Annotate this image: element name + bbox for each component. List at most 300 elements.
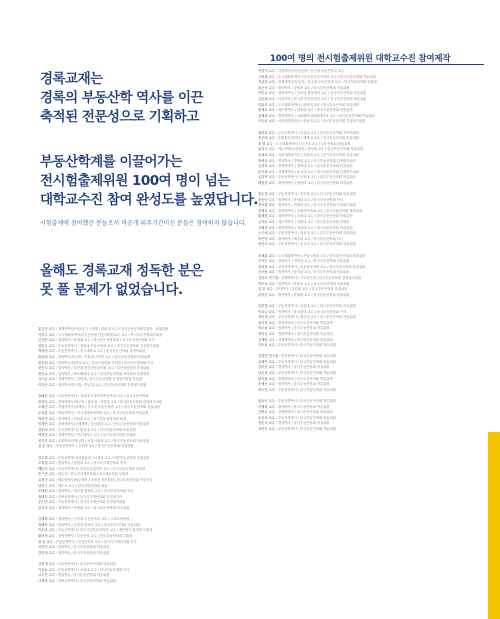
faculty-credentials: 경제학박사 / 국제사이버대 교수 / 한국부동산학회 학술위원: [277, 208, 363, 213]
headline-line: 대학교수진 참여 완성도를 높였답니다.: [40, 192, 258, 208]
headline-line: 경록교재는: [40, 71, 103, 87]
faculty-name: 구희원 교수: [258, 74, 275, 79]
faculty-name: 강예슬 교수: [258, 208, 275, 213]
faculty-entry: 이민규 교수 : 경영학박사 / 부산대 경영대학 교수 / 한국부동산학회 학술위원: [258, 91, 367, 96]
faculty-entry: 백경민 교수 : 경제학박사 / 전주대학교 교수 / 한국부동산학회 부회장: [38, 433, 136, 438]
headline-line: 축적된 전문성으로 기획하고: [40, 109, 199, 125]
faculty-name: 배성현 교수: [258, 180, 275, 185]
faculty-name: 김대호 교수: [258, 152, 275, 157]
faculty-name: 김영빈 연구원: [258, 354, 279, 359]
faculty-credentials: 법학박사 / 목포해양대 교수 / 한국부동산학회 지역학회 부회장장: [57, 371, 150, 376]
faculty-entry: 이소라 교수 : 부동산학박사 / 중소기업부동산학과 교수 / 재단법인 감정원 부원장: [38, 528, 153, 533]
faculty-credentials: 도시계획학박사/부동산학원 전문대학원교수 교수 / 한국부동산학회부회장: [57, 332, 163, 337]
faculty-credentials: 부동산학박사 / 한국지식재산학회 감정평가위원: [57, 500, 126, 505]
faculty-name: 정혜준 교수: [38, 394, 55, 399]
faculty-credentials: 부동산학박사 / 전주대 교수 / 한국부동산학회 학술위원: [277, 192, 356, 197]
faculty-entry: 나세영 교수 : 건축공학박사 / 한국부동산학회 학술위원: [38, 578, 116, 583]
faculty-name: 백경민 교수: [38, 433, 55, 438]
faculty-name: 김정호 교수: [258, 164, 275, 169]
faculty-entry: 문지원 교수 : 경제학박사 / 동국대 교수 / 한국부동산학회 감정평가위원: [258, 169, 359, 174]
faculty-credentials: 법학박사 / 한림대 교수 / 한국부동산법학회 / 한국지식재산학회 이사: [57, 338, 155, 343]
faculty-entry: 장민석 교수 : 법학박사 / 한국부동산학회 학술위원: [258, 421, 330, 426]
faculty-credentials: 도시계획학박사 / 부산대 교수 / 부동산학회 편집위원: [275, 141, 351, 146]
faculty-name: 신보람 교수: [258, 270, 275, 275]
faculty-credentials: 부동산학박사 / 한국부동산학회 학술위원: [277, 371, 336, 376]
faculty-entry: 심현재 교수 : 부동산학박사 / 한국부동산학회 학술위원: [38, 561, 116, 566]
faculty-name: 심현재 교수: [38, 561, 55, 566]
faculty-entry: 김주희 교수 : 부동산학박사/건설관리 / 서경대 교수 / 대한부동산학회 학술위원: [38, 455, 150, 460]
faculty-entry: 홍동민 교수 : 부동산학박사 / 한국부동산학회 학술위원: [258, 399, 336, 404]
faculty-entry: 이채원 교수 : 법학박사 / 한국부동산학회 학술위원: [258, 404, 330, 409]
faculty-credentials: 법학박사 / 한림대 교수 / 한국부동산학회 학술위원: [277, 292, 350, 297]
faculty-name: 최윤희 교수: [38, 354, 55, 359]
faculty-credentials: 건설공학박사 / 건설공학과 교수 / 한국지식재산학회 이사: [55, 539, 137, 544]
faculty-entry: 고우진 교수 : 법학박사 / 한국부동산학회 학술위원: [38, 573, 110, 578]
faculty-name: 이하은 교수: [38, 382, 55, 387]
faculty-name: 조윤서 교수: [258, 415, 275, 420]
faculty-name: 유지영 교수: [258, 175, 275, 180]
faculty-name: 전동민 교수: [258, 197, 275, 202]
faculty-entry: 박세나 교수 : 법학박사 / 경북대 교수 / 한국부동산학회 감정평가위원: [258, 158, 356, 163]
faculty-credentials: 경제학박사 / 강원대 / 한국부동산학회 감정평가위원 부회장: [57, 377, 143, 382]
faculty-name: 홍동민 교수: [258, 399, 275, 404]
faculty-entry: 조예린 교수 : 법학박사 / 대진대 법학과 교수 / 한국부동산학회 이사: [38, 489, 134, 494]
headline-faculty: [40, 153, 258, 210]
faculty-credentials: 부동산학박사 / 한국부동산학회 학술위원: [277, 427, 336, 431]
faculty-entry: 홍성민 교수 : 세무학박사/경영학 / 경성대 교수 / 한국부동산학회 학술위원: [258, 147, 364, 152]
faculty-credentials: 경영학박사 / 한국부동산학회 학술위원: [277, 320, 333, 325]
faculty-credentials: 세무학박사 / 서원대 교수 / 한국부동산학회 부회장: [277, 220, 350, 225]
faculty-name: 정상철 교수: [258, 80, 275, 85]
faculty-name: 조재훈 교수: [258, 253, 275, 258]
faculty-credentials: 세무학박사/세무경영 / 국세청 전문위원 / 한국부동산학회 학술이사: [57, 478, 153, 483]
faculty-name: 신지호 교수: [38, 438, 55, 443]
faculty-name: 박세나 교수: [258, 158, 275, 163]
faculty-credentials: 건축공학박사 / 한국지식재산학회 감정평가사: [57, 494, 123, 499]
faculty-credentials: 행정학박사 / 영남대 교수 / 한국부동산학회 학술위원: [277, 180, 353, 185]
faculty-credentials: 세무사 / 한국지식재산학회 / 한국세무학회 부회장: [57, 472, 129, 477]
faculty-credentials: 행정학박사 / 경성대 교수 / 한국부동산학회 학술위원: [277, 225, 353, 230]
faculty-name: 편지원 교수: [258, 376, 275, 381]
faculty-entry: 장인교 교수 : 법학박사 / 목포해양대 교수 / 한국부동산학회 지역학회 부회장장: [38, 371, 150, 376]
faculty-name: 김하준 교수: [258, 365, 275, 370]
faculty-name: 강동희 교수: [38, 427, 55, 432]
faculty-name: 김민호 연구원: [258, 275, 279, 280]
faculty-name: 오영철 교수: [38, 461, 55, 466]
faculty-name: 하도현 교수: [258, 387, 275, 392]
faculty-credentials: 부동산학박사 / 중소기업부동산학과 교수 / 재단법인 감정원 부원장: [57, 528, 153, 533]
faculty-name: 엄지현 교수: [258, 320, 275, 325]
headline-line: 부동산학계를 이끌어가는: [40, 154, 183, 170]
faculty-credentials: 법학박사 / 한국부동산학회 학술위원: [277, 421, 330, 426]
faculty-name: 박서연 교수: [38, 416, 55, 421]
faculty-name: 배민지 교수: [38, 466, 55, 471]
faculty-credentials: 학술학박사/부동산학 / 용인대 부동산학과 교수: [277, 69, 345, 73]
faculty-name: 석도윤 교수: [258, 326, 275, 331]
faculty-credentials: 법학박사 / 경북대 교수 / 한국부동산학회 학술위원: [277, 259, 350, 264]
faculty-credentials: 법학박사 / 한국외대 교수 / 한국부동산학회 이사: [277, 309, 347, 314]
faculty-name: 금태양 교수: [258, 337, 275, 342]
faculty-entry: 엄지현 교수 : 경영학박사 / 한국부동산학회 학술위원: [258, 320, 333, 325]
faculty-credentials: 법학박사 / 강원대 교수 / 한국부동산학회 학술위원: [277, 85, 350, 90]
faculty-name: 임 건 교수: [258, 287, 273, 292]
faculty-entry: 신지호 교수 : 공학박사/건축공학 / 서울시립대 교수 / 한국부동산학회 학술위원: [38, 438, 150, 443]
faculty-name: 이민규 교수: [258, 91, 275, 96]
faculty-name: 한효진 교수: [258, 102, 275, 107]
faculty-entry: 유정민 교수 : 세무학박사/세무경영 / 국세청 전문위원 / 한국부동산학회 학술이사: [38, 478, 153, 483]
faculty-entry: 석도윤 교수 : 법학박사 / 한국부동산학회 학술위원: [258, 326, 330, 331]
faculty-credentials: 부동산학박사 / 한국부동산학회 학술위원: [277, 343, 336, 348]
faculty-entry: 정상철 교수 : 경제학박사/부동산 / 건국대 부동산학과 교수 / 한국부동산학회 학회장: [258, 80, 377, 85]
faculty-name: 송기현 교수: [38, 472, 55, 477]
headline-closing: [40, 262, 203, 300]
faculty-entry: 이가은 교수 : 법학박사 / 경북대 교수 / 한국부동산학회 학술위원: [258, 259, 350, 264]
faculty-name: 오태현 교수: [258, 225, 275, 230]
faculty-credentials: 법학박사 / 한국부동산학회 학술위원: [57, 545, 110, 550]
faculty-name: 김혜원 교수: [258, 113, 275, 118]
faculty-credentials: 부동산학박사 / 한국부동산학회 학술위원: [277, 399, 336, 404]
faculty-name: 최성현 교수: [258, 264, 275, 269]
headline-line: 올해도 경록교재 정독한 분은: [40, 263, 204, 279]
faculty-entry: 김상헌 교수 : 법학박사 / 한림대 교수 / 한국부동산법학회 / 한국지식재산학회 이사: [38, 338, 155, 343]
faculty-entry: 하도현 교수 : 부동산학박사 / 한국부동산학회 학술위원: [258, 387, 336, 392]
faculty-entry: 한효진 교수 : 도시계획학박사 / 한양대 교수 / 한국부동산학회 학술위원: [258, 102, 359, 107]
faculty-entry: 김태희 교수 : 법학박사 / 건국대 부동산학과 교수 / 스포츠대학원: [38, 517, 130, 522]
faculty-entry: 배민지 교수 : 부동산학박사 / 부동산산업학과 교수 / 한국부동산학회 부회장: [38, 466, 146, 471]
faculty-entry: 박준서 교수 : 법학박사 / 목원대 교수 / 한국부동산학회 학술위원: [258, 281, 350, 286]
faculty-credentials: 부동산학박사 / 청주대 교수 / 한국부동산학회 학술위원: [277, 315, 356, 320]
faculty-name: 최재우 교수: [258, 108, 275, 113]
faculty-credentials: 경영학박사/국제경영 / 순천향대 교수 / 한국부동산학회 학술위원: [57, 422, 150, 427]
header-divider: [258, 64, 484, 65]
faculty-name: 주하늘 교수: [258, 220, 275, 225]
faculty-entry: 송유나 교수 : 법학박사 / 한국외대 교수 / 한국부동산학회 이사: [258, 309, 347, 314]
faculty-credentials: 부동산학박사 / 인천대 교수 / 한국부동산학회 학술위원: [277, 175, 356, 180]
faculty-name: 문수빈 교수: [38, 500, 55, 505]
faculty-entry: 한 준 교수 : 부동산학박사 / 김천대 교수 / 한국부동산학회 학술위원: [38, 444, 134, 449]
faculty-entry: 김도윤 교수 : 경제학박사 / 강원대 / 한국부동산학회 감정평가위원 부회장: [38, 377, 143, 382]
faculty-credentials: 부동산학박사 / 서울대 교수 / 한국부동산학회 이사: [57, 567, 130, 572]
faculty-entry: 금태양 교수 : 경제학박사 / 한국부동산학회 학술위원: [258, 337, 333, 342]
faculty-name: 한 준 교수: [38, 444, 53, 449]
faculty-credentials: 부동산학박사 / 서울대 교수 / 한국부동산학회 지역학회장: [277, 130, 359, 135]
faculty-name: 손예준 교수: [258, 382, 275, 387]
faculty-name: 노은채 교수: [258, 231, 275, 236]
faculty-entry: 강현우 교수 : 경제학박사 / 한국부동산학회 학술위원: [258, 410, 333, 415]
faculty-name: 임재현 교수: [38, 422, 55, 427]
faculty-entry: 조민지 교수 : 법학박사 / 부산대 법학전문대학원 교수 / 부산지방법원 조정위원: [38, 366, 150, 371]
faculty-name: 조민지 교수: [38, 366, 55, 371]
faculty-credentials: 경제학박사/경제학 / 건국대 부동산학과 교수 / 한국부동산학회 학술위원: [57, 405, 160, 410]
faculty-entry: 홍길산 교수 : 경제학박사/서울대 가시경제 / 한림대 교수 / 한국부동산학회부회장 · 편집위원: [38, 327, 169, 331]
faculty-name: 고우진 교수: [38, 573, 55, 578]
faculty-list-left: [38, 327, 246, 584]
faculty-name: 최 별 교수: [258, 141, 273, 146]
faculty-credentials: 부동산학박사 / 부동산산업학과 교수 / 한국부동산학회 부회장: [57, 466, 146, 471]
faculty-entry: 남현우 교수 : 세무사 교수 / 한국지방세학회 회장: [38, 483, 108, 488]
faculty-credentials: 법학박사 / 강원대 교수 / 한국부동산학회 학술위원: [275, 287, 348, 292]
faculty-credentials: 세무학박사 / 한양대 교수 / 한국부동산학회 학술위원: [277, 108, 353, 113]
faculty-credentials: 법학박사 / 한국부동산학회 학술위원: [57, 550, 110, 555]
faculty-credentials: 법학박사 / 동의대 교수 / 한국부동산학회 학술위원: [277, 270, 350, 275]
faculty-entry: 황재원 교수 : 경영학박사 / 호원대 교수 / 한국부동산학회 학술위원: [258, 214, 353, 219]
faculty-list-title: 100여 명의 전시험출제위원 대학교수진 참여제작: [270, 54, 451, 64]
faculty-name: 권영호 교수: [258, 130, 275, 135]
faculty-entry: 오태현 교수 : 행정학박사 / 경성대 교수 / 한국부동산학회 학술위원: [258, 225, 353, 230]
faculty-credentials: 경제학박사 / 한국부동산학회 학술위원: [277, 337, 333, 342]
faculty-name: 이지수 교수: [38, 332, 55, 337]
faculty-name: 홍성민 교수: [258, 147, 275, 152]
faculty-name: 류지석 교수: [38, 506, 55, 510]
faculty-entry: 정수정 교수 : 부동산학박사 / 전주대 교수 / 한국부동산학회 학술위원: [258, 192, 356, 197]
faculty-name: 이상윤 교수: [38, 567, 55, 572]
faculty-entry: 남궁솔 교수 : 부동산학박사 / 한국부동산학회 학술위원: [258, 371, 336, 376]
faculty-credentials: 서울대법학전공 / 충남대 교수 / 한국부동산학회 감정평가위원: [277, 119, 366, 124]
faculty-entry: 차민혁 교수 : 부동산학박사 / 청주대 교수 / 한국부동산학회 학술위원: [258, 315, 356, 320]
faculty-entry: 임 건 교수 : 법학박사 / 강원대 교수 / 한국부동산학회 학술위원: [258, 287, 348, 292]
faculty-credentials: 경제학박사 / 전주대학교 교수 / 한국부동산학회 부회장: [57, 433, 136, 438]
faculty-credentials: 법학박사 / 부산대 법학전문대학원 교수 / 부산지방법원 조정위원: [57, 366, 150, 371]
faculty-credentials: 법학박사 / 한국부동산학회 학술위원: [57, 573, 110, 578]
faculty-credentials: 법학박사 / 한국부동산학회 학술위원: [277, 326, 330, 331]
faculty-credentials: 경제학박사 / 경북대 교수 / 한국부동산학회 학술위원: [277, 164, 353, 169]
faculty-entry: 최재우 교수 : 세무학박사 / 한양대 교수 / 한국부동산학회 학술위원: [258, 108, 353, 113]
faculty-credentials: 법학박사 / 제주대 교수 / 한국부동산학회 이사: [277, 236, 343, 241]
faculty-credentials: 경제학박사 / 동국대 교수 / 한국부동산학회 감정평가위원: [277, 169, 359, 174]
faculty-entry: 서하은 교수 : 부동산학박사 / 한국부동산학회 학술위원: [258, 427, 336, 431]
faculty-name: 김한빛 교수: [258, 303, 275, 308]
faculty-entry: 조윤서 교수 : 부동산학박사 / 한국부동산학회 학술위원: [258, 415, 336, 420]
faculty-name: 변지훈 교수: [258, 203, 275, 208]
faculty-name: 차민혁 교수: [258, 315, 275, 320]
caption-note: 시험출제에 참여했던 분들로서 비공개 위주기간이신 분들은 참여하지 않습니다.: [40, 220, 247, 227]
faculty-entry: 정민우 교수 : 부동산학박사 / 강남대 부동산학과 교수 / 한국부동산학회 감정평가위원: [38, 343, 159, 348]
faculty-entry: 윤준석 교수 : 법학박사 / 강원대 교수 / 한국부동산학회 학술위원: [258, 85, 350, 90]
faculty-entry: 권태호 교수 : 건축공학박사 / 한국지식재산학회 감정평가사: [38, 494, 123, 499]
faculty-name: 이가은 교수: [258, 259, 275, 264]
faculty-entry: 정혜준 교수 : 부동산학박사 / 강남대 부동산건축공학과 교수 / 한국부동산학회: [38, 394, 149, 399]
faculty-name: 이승윤 교수: [258, 119, 275, 124]
faculty-credentials: 법학박사 / 한국부동산학회 학술위원: [277, 404, 330, 409]
faculty-entry: 김한빛 교수 : 부동산학박사 / 서울대 교수 / 한국부동산학회 학술위원: [258, 303, 356, 308]
faculty-credentials: 법학박사 / 순천대 법학과 교수 / 한국부동산학회 학술위원: [57, 522, 140, 527]
faculty-credentials: 경제학박사 / 한국부동산학회 학술위원: [277, 376, 333, 381]
headline-line: 경록의 부동산학 역사를 이끈: [40, 90, 204, 106]
faculty-credentials: 법학박사 / 목원대 교수 / 한국부동산학회 학술위원: [277, 281, 350, 286]
faculty-name: 유정민 교수: [38, 478, 55, 483]
faculty-credentials: 부동산학박사 / 광운대 교수 / 한국부동산학회 학술위원: [277, 231, 356, 236]
faculty-entry: 신보람 교수 : 법학박사 / 동의대 교수 / 한국부동산학회 학술위원: [258, 270, 350, 275]
faculty-credentials: 경영학박사 / 부동산학 교수 / 한국부동산학회 부회장: [57, 533, 133, 538]
faculty-entry: 곽민서 교수 : 부동산학박사 / 전주대 교수 / 한국부동산학회 학술위원: [258, 242, 356, 247]
faculty-name: 윤성훈 교수: [38, 410, 55, 415]
faculty-name: 이채원 교수: [258, 404, 275, 409]
faculty-credentials: 법학박사 / 창원대 교수 / 한국지식재산학회 이사: [57, 461, 127, 466]
faculty-entry: 진소율 교수 : 부동산학박사 / 한국부동산학회 학술위원: [258, 343, 336, 348]
faculty-credentials: 법학박사 / 대진대 법학과 교수 / 한국부동산학회 이사: [57, 489, 134, 494]
faculty-credentials: 서울대법학전공 / 서울대 교수 / 한국부동산학회 학술위원: [277, 152, 359, 157]
faculty-credentials: 공학박사/건축공학 / 서울시립대 교수 / 한국부동산학회 학술위원: [57, 438, 150, 443]
faculty-entry: 최성현 교수 : 부동산학박사 / 서울사이버대 교수 / 한국부동산학회 학술위원: [258, 264, 366, 269]
faculty-entry: 김정호 교수 : 경제학박사 / 경북대 교수 / 한국부동산학회 학술위원: [258, 164, 353, 169]
faculty-entry: 유지영 교수 : 부동산학박사 / 인천대 교수 / 한국부동산학회 학술위원: [258, 175, 356, 180]
faculty-credentials: 학술박사 / 단국대 부동산학과 교수 / 한국부동산학회 학술위원: [277, 96, 367, 101]
faculty-entry: 양서윤 교수 : 행정학박사 / 한국부동산학회 학술위원: [258, 331, 333, 336]
faculty-credentials: 경영학박사 / 부산대 경영대학 교수 / 한국부동산학회 학술위원: [277, 91, 367, 96]
faculty-name: 이정석 교수: [258, 69, 275, 73]
faculty-name: 장인교 교수: [38, 371, 55, 376]
faculty-credentials: 경제학박사/부동산 / 건국대 부동산학과 교수 / 한국부동산학회 학회장: [277, 80, 377, 85]
headline-line: 못 풀 문제가 없었습니다.: [40, 282, 183, 298]
faculty-entry: 편지원 교수 : 경제학박사 / 한국부동산학회 학술위원: [258, 376, 333, 381]
faculty-entry: 유태민 교수 : 부동산학박사 / 한국부동산학회 학술위원: [258, 359, 336, 364]
faculty-entry: 오영철 교수 : 법학박사 / 창원대 교수 / 한국지식재산학회 이사: [38, 461, 127, 466]
faculty-credentials: 부동산학박사 / 한국부동산학회 학술위원: [277, 359, 336, 364]
faculty-name: 한승철 교수: [38, 360, 55, 365]
faculty-credentials: 법학박사 / 한국부동산학회 학술위원: [277, 382, 330, 387]
faculty-name: 문지원 교수: [258, 169, 275, 174]
faculty-credentials: 부동산학박사 / 서울사이버대 교수 / 한국부동산학회 학술위원: [277, 264, 366, 269]
faculty-entry: 배성현 교수 : 행정학박사 / 영남대 교수 / 한국부동산학회 학술위원: [258, 180, 353, 185]
faculty-entry: 전동민 교수 : 법학박사 / 한양대 교수 / 한국부동산학회 이사: [258, 197, 343, 202]
faculty-entry: 장은비 교수 : 통합불사업학부 / 계명대 교수 / 한국부동산학회 학술위원: [258, 136, 359, 141]
faculty-credentials: 법학박사 / 전남대 교수 / 한국부동산법학회 회장: [57, 416, 127, 421]
faculty-credentials: 세무사 교수 / 한국지방세학회 회장: [57, 483, 108, 488]
faculty-entry: 오세민 교수 : 경제학박사/경제학 / 건국대 부동산학과 교수 / 한국부동산학회 학술위원: [38, 405, 160, 410]
faculty-entry: 노은채 교수 : 부동산학박사 / 광운대 교수 / 한국부동산학회 학술위원: [258, 231, 356, 236]
faculty-credentials: 행정학박사 / 건국대행정대학원 교수 / 한국부동산학회 학술위원: [57, 410, 149, 415]
faculty-credentials: 법학박사/한국법 / 전남대 교수 / 한국부동산학회 감정평가위원: [57, 382, 147, 387]
faculty-credentials: 도시계획학박사 / 단국대 부동산학과 교수 / 한국부동산학회 학술위원: [277, 74, 376, 79]
faculty-entry: 이정석 교수 : 학술학박사/부동산학 / 용인대 부동산학과 교수: [258, 69, 345, 73]
faculty-name: 강현우 교수: [258, 410, 275, 415]
faculty-credentials: 경영학박사/세무학 / 광운대 · 상경대 교수 / 한국부동산학회 감정평가위원: [57, 399, 162, 404]
faculty-entry: 변지훈 교수 : 법학박사 / 세명대 교수 / 한국부동산학회 감정평가위원: [258, 203, 356, 208]
faculty-name: 윤하린 교수: [258, 292, 275, 297]
faculty-name: 윤준석 교수: [258, 85, 275, 90]
faculty-entry: 최 별 교수 : 도시계획학박사 / 부산대 교수 / 부동산학회 편집위원: [258, 141, 351, 146]
faculty-entry: 윤성훈 교수 : 행정학박사 / 건국대행정대학원 교수 / 한국부동산학회 학술위원: [38, 410, 149, 415]
faculty-name: 유선혜 교수: [258, 96, 275, 101]
faculty-entry: 서지민 교수 : 법학박사 / 한국부동산학회 학술위원: [38, 545, 110, 550]
faculty-name: 서지민 교수: [38, 545, 55, 550]
faculty-entry: 임재현 교수 : 경영학박사/국제경영 / 순천향대 교수 / 한국부동산학회 학술위원: [38, 422, 150, 427]
faculty-entry: 최윤희 교수 : 법학박사/한국법 / 목원대 지역학 교수 / 한국부동산학회 학술위원: [38, 354, 151, 359]
faculty-credentials: 부동산학박사 / 강남대 부동산학과 교수 / 한국부동산학회 감정평가위원: [57, 343, 159, 348]
faculty-entry: 정 윤 교수 : 건설공학박사 / 건설공학과 교수 / 한국지식재산학회 이사: [38, 539, 137, 544]
faculty-entry: 류지석 교수 : 법학박사 / 목원대 교수 / 한국부동산학회 학술위원: [38, 506, 130, 510]
faculty-credentials: 도시계획학박사 / 서울시립대 교수 / 한국부동산학회 학술위원: [277, 253, 366, 258]
faculty-name: 김주희 교수: [38, 455, 55, 460]
faculty-credentials: 세무학박사/경영학 / 경성대 교수 / 한국부동산학회 학술위원: [277, 147, 364, 152]
faculty-entry: 문수빈 교수 : 부동산학박사 / 한국지식재산학회 감정평가위원: [38, 500, 126, 505]
faculty-credentials: 법학박사 / 목원대 교수 / 한국부동산학회 학술위원: [57, 506, 130, 510]
faculty-credentials: 경영학박사 / 한국부동산학회 학술위원: [281, 354, 336, 359]
faculty-name: 진소율 교수: [258, 343, 275, 348]
faculty-name: 송유나 교수: [258, 309, 275, 314]
faculty-entry: 김하준 교수 : 법학박사 / 한국부동산학회 학술위원: [258, 365, 330, 370]
faculty-entry: 최정일 교수 : 경영학박사/세무학 / 광운대 · 상경대 교수 / 한국부동산학회 감정평가위원: [38, 399, 162, 404]
faculty-credentials: 행정학박사 / 한국부동산학회 학술위원: [277, 331, 333, 336]
faculty-entry: 조재훈 교수 : 도시계획학박사 / 서울시립대 교수 / 한국부동산학회 학술위원: [258, 253, 366, 258]
faculty-name: 김도윤 교수: [38, 377, 55, 382]
faculty-entry: 권영호 교수 : 부동산학박사 / 서울대 교수 / 한국부동산학회 지역학회장: [258, 130, 359, 135]
faculty-credentials: 부동산학박사 / 한국부동산학회 학술위원: [277, 387, 336, 392]
faculty-credentials: 법학박사 / 경북대 교수 / 한국부동산학회 감정평가위원: [277, 158, 356, 163]
faculty-name: 황보석 교수: [38, 533, 55, 538]
faculty-name: 김민재 교수: [38, 550, 55, 555]
faculty-entry: 이승윤 교수 : 서울대법학전공 / 충남대 교수 / 한국부동산학회 감정평가위원: [258, 119, 366, 124]
faculty-entry: 주하늘 교수 : 세무학박사 / 서원대 교수 / 한국부동산학회 부회장: [258, 220, 350, 225]
faculty-entry: 유선혜 교수 : 학술박사 / 단국대 부동산학과 교수 / 한국부동산학회 학술위원: [258, 96, 367, 101]
faculty-name: 서하은 교수: [258, 427, 275, 431]
faculty-credentials: 부동산학박사/건설관리 / 서경대 교수 / 대한부동산학회 학술위원: [57, 455, 150, 460]
faculty-credentials: 경제학박사 / 한국부동산학회 학술위원: [277, 410, 333, 415]
faculty-entry: 김혜원 교수 : 행정학박사 / 서울벤처대학원대학교 교수 / 한국부동산학회 학술위원: [258, 113, 375, 118]
faculty-entry: 손예준 교수 : 법학박사 / 한국부동산학회 학술위원: [258, 382, 330, 387]
faculty-credentials: 부동산학박사 / 김천대 교수 / 한국부동산학회 학술위원: [55, 444, 134, 449]
faculty-name: 오세민 교수: [38, 405, 55, 410]
yellow-accent-bar: [488, 432, 500, 619]
faculty-name: 정민우 교수: [38, 343, 55, 348]
faculty-credentials: 법학박사 / 한양대 교수 / 한국부동산학회 이사: [277, 197, 343, 202]
faculty-credentials: 경영학박사 / 호원대 교수 / 한국부동산학회 학술위원: [277, 214, 353, 219]
faculty-credentials: 법학박사 / 한국부동산학회 학술위원: [277, 365, 330, 370]
faculty-credentials: 법학박사/한국법 / 목원대 지역학 교수 / 한국부동산학회 학술위원: [57, 354, 151, 359]
headline-intro: [40, 70, 203, 127]
faculty-credentials: 부동산학박사 / 전주대 교수 / 한국부동산학회 학술위원: [277, 242, 356, 247]
faculty-credentials: 부동산학박사 / 강남대 부동산건축공학과 교수 / 한국부동산학회: [57, 394, 149, 399]
faculty-entry: 김대호 교수 : 서울대법학전공 / 서울대 교수 / 한국부동산학회 학술위원: [258, 152, 359, 157]
faculty-credentials: 행정학박사 / 서울벤처대학원대학교 교수 / 한국부동산학회 학술위원: [277, 113, 375, 118]
faculty-name: 정수정 교수: [258, 192, 275, 197]
faculty-entry: 박서연 교수 : 법학박사 / 전남대 교수 / 한국부동산법학회 회장: [38, 416, 127, 421]
faculty-entry: 김영빈 연구원 : 경영학박사 / 한국부동산학회 학술위원: [258, 354, 336, 359]
faculty-name: 양서윤 교수: [258, 331, 275, 336]
faculty-entry: 한승철 교수 : 법학박사/법학과 교수 / 부동산법학회 부회장 / 한국민사법학회 이사: [38, 360, 154, 365]
faculty-entry: 이하은 교수 : 법학박사/한국법 / 전남대 교수 / 한국부동산학회 감정평가위원: [38, 382, 147, 387]
faculty-credentials: 도시계획학박사 / 한양대 교수 / 한국부동산학회 학술위원: [277, 102, 359, 107]
faculty-name: 장은비 교수: [258, 136, 275, 141]
faculty-credentials: 법학박사 / 세명대 교수 / 한국부동산학회 감정평가위원: [277, 203, 356, 208]
faculty-entry: 윤하린 교수 : 법학박사 / 한림대 교수 / 한국부동산학회 학술위원: [258, 292, 350, 297]
faculty-credentials: 건축공학박사 / 한국부동산학회 학술위원: [57, 578, 116, 583]
faculty-credentials: 부동산학박사 / 전주대학교 교수 / 한국부동산학회 지역학회장: [57, 349, 146, 354]
faculty-name: 허준영 교수: [258, 236, 275, 241]
faculty-entry: 이지수 교수 : 도시계획학박사/부동산학원 전문대학원교수 교수 / 한국부동산학회부회장: [38, 332, 163, 337]
faculty-entry: 김민재 교수 : 법학박사 / 한국부동산학회 학술위원: [38, 550, 110, 555]
faculty-entry: 강예슬 교수 : 경제학박사 / 국제사이버대 교수 / 한국부동산학회 학술위원: [258, 208, 363, 213]
faculty-entry: 황보석 교수 : 경영학박사 / 부동산학 교수 / 한국부동산학회 부회장: [38, 533, 133, 538]
faculty-name: 김태희 교수: [38, 517, 55, 522]
faculty-name: 홍길산 교수: [38, 327, 55, 331]
faculty-entry: 정해성 교수 : 법학박사 / 순천대 법학과 교수 / 한국부동산학회 학술위원: [38, 522, 140, 527]
faculty-credentials: 부동산학박사 / 명지대 교수 / 한국부동산학회 학술위원: [57, 427, 136, 432]
faculty-entry: 박지영 교수 : 부동산학박사 / 전주대학교 교수 / 한국부동산학회 지역학회장: [38, 349, 146, 354]
faculty-entry: 송기현 교수 : 세무사 / 한국지식재산학회 / 한국세무학회 부회장: [38, 472, 129, 477]
faculty-entry: 이상윤 교수 : 부동산학박사 / 서울대 교수 / 한국부동산학회 이사: [38, 567, 130, 572]
faculty-name: 정 윤 교수: [38, 539, 53, 544]
faculty-name: 정해성 교수: [38, 522, 55, 527]
faculty-entry: 구희원 교수 : 도시계획학박사 / 단국대 부동산학과 교수 / 한국부동산학회 학술위원: [258, 74, 376, 79]
faculty-name: 박지영 교수: [38, 349, 55, 354]
faculty-entry: 김민호 연구원 : 경제학박사 / 국토연구원 / 한국부동산학회 감정평가위원: [258, 275, 362, 280]
headline-line: 전시험출제위원 100여 명이 넘는: [40, 173, 230, 189]
faculty-list-right: [258, 69, 484, 433]
faculty-name: 이소라 교수: [38, 528, 55, 533]
faculty-name: 박준서 교수: [258, 281, 275, 286]
faculty-name: 최정일 교수: [38, 399, 55, 404]
